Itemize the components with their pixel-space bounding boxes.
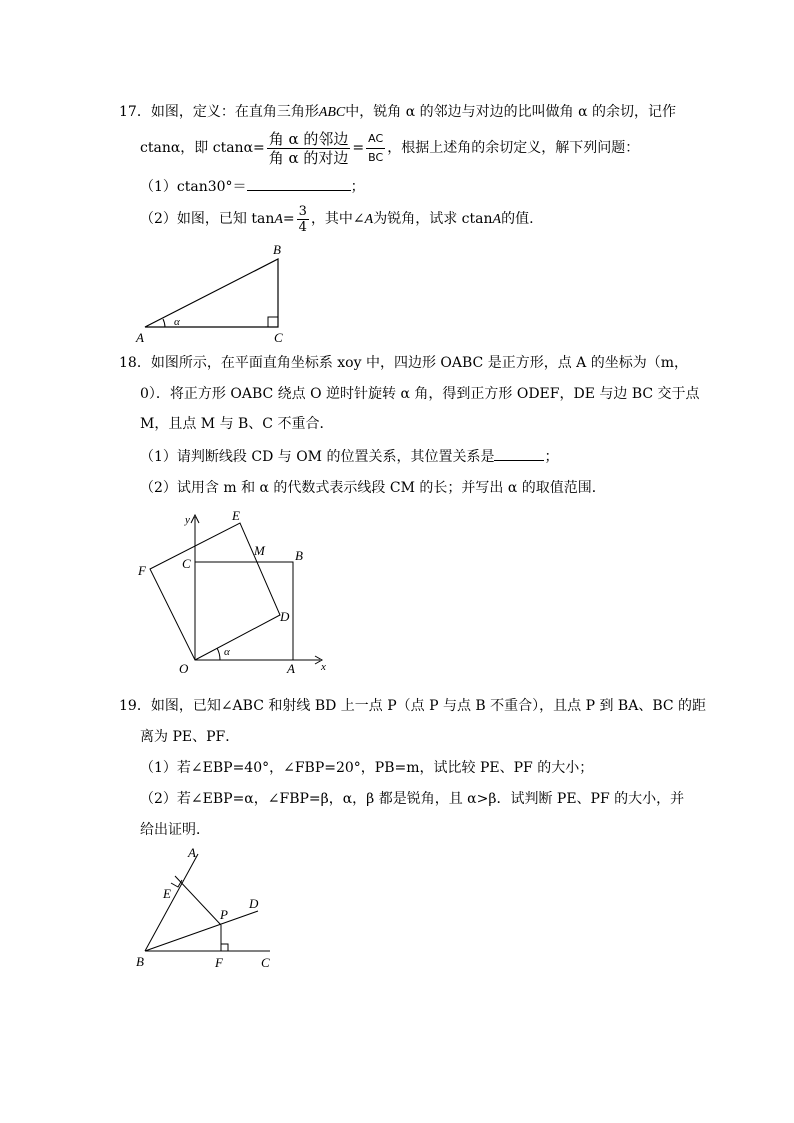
q18-square-figure	[130, 505, 340, 680]
equals-sign: =	[352, 140, 365, 156]
q17-line1	[119, 102, 676, 123]
label-f: F	[138, 563, 146, 578]
label-d: D	[280, 609, 290, 624]
q18-part1-text: （1）请判断线段 CD 与 OM 的位置关系，其位置关系是	[140, 449, 495, 465]
ray-bd	[145, 911, 258, 951]
fraction-denominator: 4	[298, 219, 307, 235]
q17-part2	[140, 200, 534, 238]
q19-angle-figure	[130, 840, 290, 975]
answer-blank[interactable]	[494, 446, 544, 461]
q17-part1-end: ；	[350, 179, 365, 195]
q18-part1-end: ；	[544, 449, 559, 465]
q17-triangle-figure	[130, 238, 310, 348]
equals-sign: =	[282, 211, 295, 227]
q17-part2-text: （2）如图，已知 tan	[140, 211, 275, 227]
q18-line2: 0）．将正方形 OABC 绕点 O 逆时针旋转 α 角，得到正方形 ODEF，DE 与边 BC 交于点	[140, 386, 700, 402]
label-o: O	[179, 661, 189, 676]
q17-fraction-words	[267, 130, 351, 167]
q17-text: 17．如图，定义：在直角三角形	[119, 104, 319, 120]
angle-arc	[163, 319, 165, 327]
answer-blank[interactable]	[247, 176, 351, 191]
label-b: B	[273, 242, 281, 257]
label-x: x	[321, 661, 326, 673]
q17-text: ctanα，即 ctanα=	[140, 140, 265, 156]
q17-text: ，根据上述角的余切定义，解下列问题：	[387, 140, 640, 156]
segment-pe	[175, 876, 221, 925]
label-alpha: α	[174, 316, 180, 328]
label-a: A	[287, 661, 295, 676]
triangle-abc	[145, 259, 278, 327]
fraction-numerator: 3	[298, 203, 307, 219]
q17-line2	[140, 128, 639, 168]
q19-part2: （2）若∠EBP=α，∠FBP=β，α，β 都是锐角，且 α>β．试判断 PE、PF 的大小，并	[140, 791, 685, 807]
q19-line1: 19．如图，已知∠ABC 和射线 BD 上一点 P（点 P 与点 B 不重合），且点 P 到 BA、BC 的距	[119, 698, 707, 714]
fraction-denominator: 角 α 的对边	[268, 148, 349, 167]
label-f: F	[215, 955, 223, 970]
label-c: C	[274, 330, 283, 345]
q18-line1: 18．如图所示，在平面直角坐标系 xoy 中，四边形 OABC 是正方形，点 A 的坐标为（m，	[119, 355, 688, 371]
q17-fraction-letters	[366, 130, 385, 167]
label-y: y	[185, 514, 190, 526]
q18-part1	[140, 446, 558, 467]
q17-part1-text: （1）ctan30°＝	[140, 179, 247, 195]
q17-part2-text: ，其中∠	[310, 211, 365, 227]
label-a: A	[136, 330, 144, 345]
q19-line2: 离为 PE、PF．	[140, 729, 240, 745]
label-d: D	[249, 896, 259, 911]
q17-text: 中，锐角 α 的邻边与对边的比叫做角 α 的余切，记作	[345, 104, 676, 120]
right-angle-mark-f	[221, 944, 228, 951]
angle-letter: A	[492, 212, 502, 227]
fraction-denominator: BC	[368, 150, 384, 164]
label-b: B	[295, 548, 303, 563]
q18-part2: （2）试用含 m 和 α 的代数式表示线段 CM 的长；并写出 α 的取值范围．	[140, 480, 606, 496]
label-alpha: α	[224, 646, 230, 658]
q17-part2-text: 为锐角，试求 ctan	[373, 211, 493, 227]
q17-part2-text: 的值.	[501, 211, 534, 227]
angle-letter: A	[274, 212, 283, 227]
label-b: B	[136, 954, 144, 969]
label-c: C	[261, 955, 270, 970]
angle-letter: A	[364, 212, 374, 227]
fraction-numerator: 角 α 的邻边	[268, 129, 349, 148]
label-e: E	[163, 886, 171, 901]
ray-ba	[145, 854, 198, 951]
q19-part3: 给出证明．	[140, 822, 210, 838]
q18-line3: M，且点 M 与 B、C 不重合．	[140, 416, 334, 432]
q19-part1: （1）若∠EBP=40°，∠FBP=20°，PB=m，试比较 PE、PF 的大小；	[140, 760, 594, 776]
label-m: M	[254, 543, 265, 558]
label-e: E	[232, 508, 240, 523]
right-angle-mark	[268, 317, 278, 327]
fraction-numerator: AC	[366, 130, 385, 149]
q17-fraction-3-4	[297, 204, 309, 235]
label-a: A	[188, 845, 196, 860]
label-p: P	[220, 907, 228, 922]
label-c: C	[182, 556, 191, 571]
q17-triangle-name: ABC	[318, 105, 346, 120]
q17-part1	[140, 176, 365, 197]
angle-arc	[217, 648, 220, 660]
